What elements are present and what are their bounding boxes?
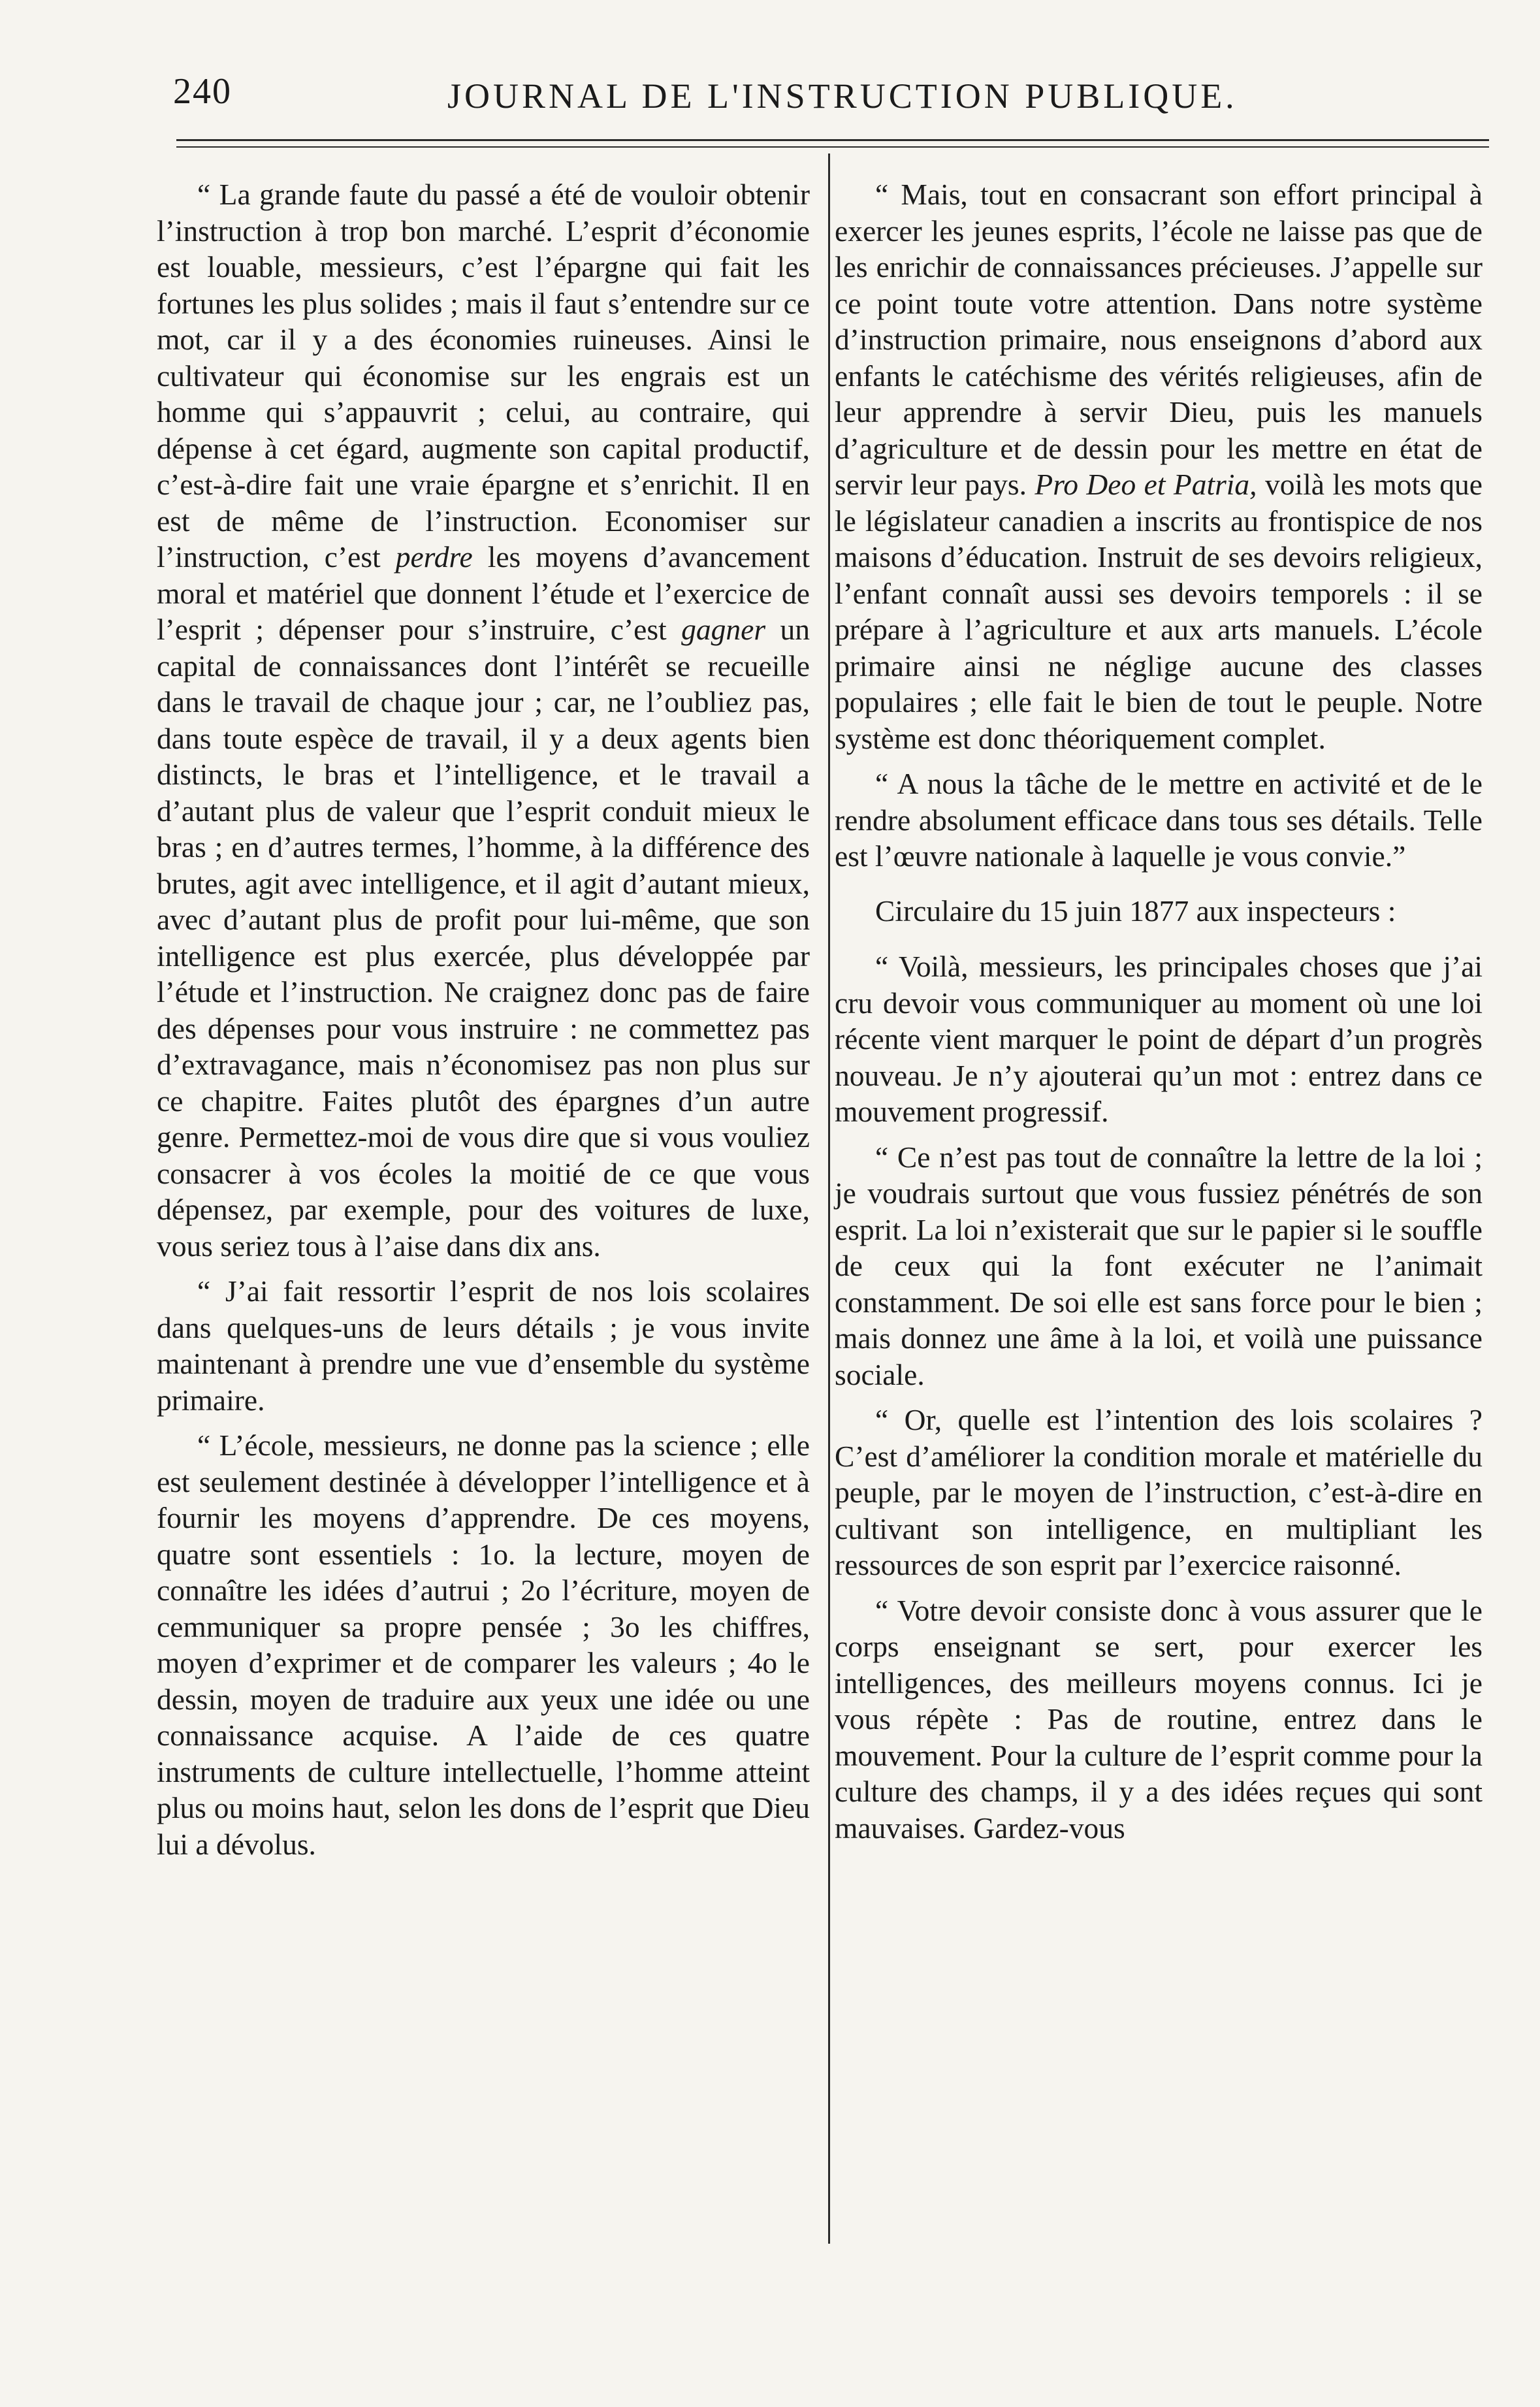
running-title: JOURNAL DE L'INSTRUCTION PUBLIQUE. bbox=[447, 76, 1238, 116]
paragraph: Circulaire du 15 juin 1877 aux inspecteurs : bbox=[875, 894, 1396, 928]
paragraph: “ Voilà, messieurs, les principales choses que j’ai cru devoir vous communiquer au moment où une loi récente vient marquer le point de départ d’un progrès nouveau. Je n’y ajouterai qu’un mot : entrez dans ce mouvement progressif. bbox=[835, 950, 1483, 1128]
paragraph: “ Votre devoir consiste donc à vous assurer que le corps enseignant se sert, pour exercer les intelligences, des meilleurs moyens connus. Ici je vous répète : Pas de routine, entrez dans le mouvement. Pour la culture de l’esprit comme pour la culture des champs, il y a des idées reçues qui sont mauvaises. Gardez-vous bbox=[835, 1593, 1483, 1845]
paragraph: “ L’école, messieurs, ne donne pas la science ; elle est seulement destinée à développer l’intelligence et à fournir les moyens d’apprendre. De ces moyens, quatre sont essentiels : 1o. la lecture, moyen de connaître les idées d’autrui ; 2o l’écriture, moyen de cemmuniquer sa propre pensée ; 3o les chiffres, moyen d’exprimer et de comparer les valeurs ; 4o le dessin, moyen de traduire aux yeux une idée ou une connaissance acquise. A l’aide de ces quatre instruments de culture intellectuelle, l’homme atteint plus ou moins haut, selon les dons de l’esprit que Dieu lui a dévolus. bbox=[157, 1429, 810, 1861]
left-column bbox=[157, 176, 810, 1871]
paragraph: “ J’ai fait ressortir l’esprit de nos lois scolaires dans quelques-uns de leurs détails ; je vous invite maintenant à prendre une vue d’ensemble du système primaire. bbox=[157, 1274, 810, 1417]
paragraph: “ La grande faute du passé a été de vouloir obtenir l’instruction à trop bon marché. L’esprit d’économie est louable, messieurs, c’est l’épargne qui fait les fortunes les plus solides ; mais il faut s’entendre sur ce mot, car il y a des économies ruineuses. Ainsi le cultivateur qui économise sur les engrais est un homme qui s’appauvrit ; celui, au contraire, qui dépense à cet égard, augmente son capital productif, c’est-à-dire fait une vraie épargne et s’enrichit. Il en est de même de l’instruction. Economiser sur l’instruction, c’est perdre les moyens d’avancement moral et matériel que donnent l’étude et l’exercice de l’esprit ; dépenser pour s’instruire, c’est gagner un capital de connaissances dont l’intérêt se recueille dans le travail de chaque jour ; car, ne l’oubliez pas, dans toute espèce de travail, il y a deux agents bien distincts, le bras et l’intelligence, et le travail a d’autant plus de valeur que l’esprit conduit mieux le bras ; en d’autres termes, l’homme, à la différence des brutes, agit avec intelligence, et il agit d’autant mieux, avec d’autant plus de profit pour lui-même, que son intelligence est plus exercée, plus développée par l’étude et l’instruction. Ne craignez donc pas de faire des dépenses pour vous instruire : ne commettez pas d’extravagance, mais n’économisez pas non plus sur ce chapitre. Faites plutôt des épargnes d’un autre genre. Permettez-moi de vous dire que si vous vouliez consacrer à vos écoles la moitié de ce que vous dépensez, par exemple, pour des voitures de luxe, vous seriez tous à l’aise dans dix ans. bbox=[157, 178, 810, 1263]
paragraph: “ Mais, tout en consacrant son effort principal à exercer les jeunes esprits, l’école ne laisse pas que de les enrichir de connaissances précieuses. J’appelle sur ce point toute votre attention. Dans notre système d’instruction primaire, nous enseignons d’abord aux enfants le catéchisme des vérités religieuses, afin de leur apprendre à servir Dieu, puis les manuels d’agriculture et de dessin pour les mettre en état de servir leur pays. Pro Deo et Patria, voilà les mots que le législateur canadien a inscrits au frontispice de nos maisons d’éducation. Instruit de ses devoirs religieux, l’enfant connaît aussi ses devoirs temporels : il se prépare à l’agriculture et aux arts manuels. L’école primaire ainsi ne néglige aucune des classes populaires ; elle fait le bien de tout le peuple. Notre système est donc théoriquement complet. bbox=[835, 178, 1483, 755]
right-column bbox=[835, 176, 1483, 1855]
paragraph: “ A nous la tâche de le mettre en activité et de le rendre absolument efficace dans tous ses détails. Telle est l’œuvre nationale à laquelle je vous convie.” bbox=[835, 767, 1483, 873]
paragraph: “ Ce n’est pas tout de connaître la lettre de la loi ; je voudrais surtout que vous fussiez pénétrés de son esprit. La loi n’existerait que sur le papier si le souffle de ceux qui la font exécuter ne l’animait constamment. De soi elle est sans force pour le bien ; mais donnez une âme à la loi, et voilà une puissance sociale. bbox=[835, 1140, 1483, 1391]
column-divider bbox=[828, 153, 830, 2244]
paragraph: “ Or, quelle est l’intention des lois scolaires ? C’est d’améliorer la condition morale et matérielle du peuple, par le moyen de l’instruction, c’est-à-dire en cultivant son intelligence, en multipliant les ressources de son esprit par l’exercice raisonné. bbox=[835, 1403, 1483, 1581]
header-rule bbox=[176, 139, 1489, 148]
page-header bbox=[167, 71, 1492, 123]
page-number: 240 bbox=[173, 71, 232, 112]
